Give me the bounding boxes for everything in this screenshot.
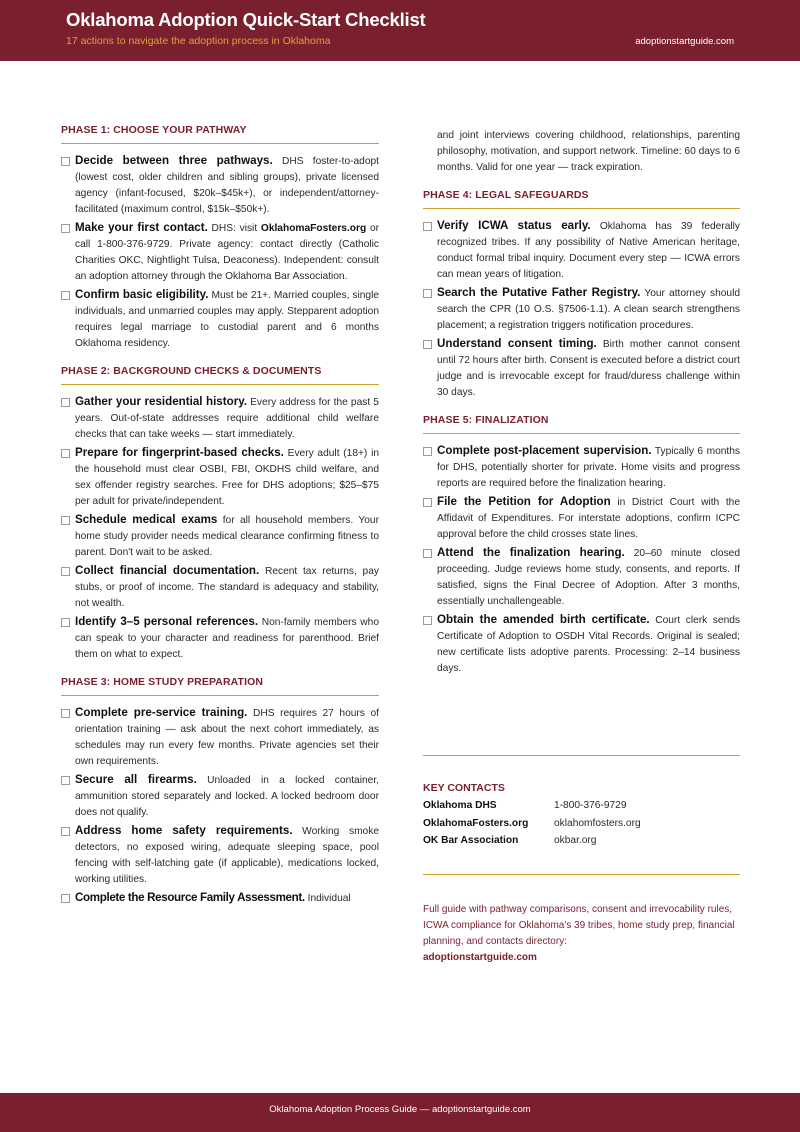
- item-text: DHS foster-to-adopt (lowest cost, older children and sibling groups), private licensed agency (infant-focused, $20k–$45k+), or independent/attorney-facilitated (maximum control, $15k–$50k+).: [75, 156, 379, 215]
- item-text: Individual: [307, 893, 351, 904]
- checklist-item: [423, 218, 740, 283]
- item-text: Oklahoma has 39 federally recognized tribes. If any possibility of Native American heritage, conduct formal tribal inquiry. Document every step — ICWA errors can mean years of litigation.: [437, 221, 740, 280]
- checklist-item: [61, 445, 379, 510]
- checkbox[interactable]: [423, 340, 432, 349]
- guide-link[interactable]: adoptionstartguide.com: [423, 952, 537, 963]
- page-subtitle: 17 actions to navigate the adoption process in Oklahoma: [66, 35, 331, 47]
- phase-2-heading: PHASE 2: BACKGROUND CHECKS & DOCUMENTS: [61, 365, 379, 385]
- checkbox[interactable]: [423, 498, 432, 507]
- header-site-link[interactable]: adoptionstartguide.com: [635, 36, 734, 47]
- contact-value[interactable]: 1-800-376-9729: [554, 800, 627, 811]
- item-text: Your attorney should search the CPR (10 O.S. §7506-1.1). A clean search strengthens placement; a registration triggers notification procedures.: [437, 288, 740, 331]
- item-lead: Schedule medical exams: [75, 513, 218, 526]
- key-contacts-heading: KEY CONTACTS: [423, 782, 505, 794]
- item-text: DHS: visit: [211, 223, 258, 234]
- item-text: Must be 21+. Married couples, single individuals, and unmarried couples may apply. Stepparent adoption requires legal marriage to custodial parent and 6 months Oklahoma residency.: [75, 290, 379, 349]
- item-text: Every adult (18+) in the household must clear OSBI, FBI, OKDHS child welfare, and sex offender registry searches. Free for DHS adoptions; $25–$75 per adult for private/independent.: [75, 448, 379, 507]
- item-lead: Complete the Resource Family Assessment.: [75, 891, 305, 904]
- checklist-item: [423, 612, 740, 677]
- contact-value[interactable]: okbar.org: [554, 835, 597, 846]
- contact-name: Oklahoma DHS: [423, 800, 497, 811]
- item-lead: Make your first contact.: [75, 221, 208, 234]
- contact-row: [423, 832, 740, 850]
- checkbox[interactable]: [423, 447, 432, 456]
- divider: [423, 755, 740, 756]
- checklist-item: [423, 285, 740, 334]
- right-column: [423, 128, 740, 679]
- item-text: for all household members. Your home study provider needs medical clearance confirming fitness to parent. Don't wait to be asked.: [75, 515, 379, 558]
- checkbox[interactable]: [61, 618, 70, 627]
- checklist-item: [423, 494, 740, 543]
- note-text: Full guide with pathway comparisons, consent and irrevocability rules, ICWA compliance for Oklahoma's 39 tribes, home study prep, financial planning, and contacts directory:: [423, 904, 735, 947]
- item-lead: File the Petition for Adoption: [437, 495, 611, 508]
- checkbox[interactable]: [61, 776, 70, 785]
- item-text: DHS requires 27 hours of orientation training — ask about the next cohort immediately, as schedules may run every few months. Private agencies set their own requirements.: [75, 708, 379, 767]
- item-lead: Complete post-placement supervision.: [437, 444, 652, 457]
- checklist-item: [61, 220, 379, 285]
- item-continuation: and joint interviews covering childhood, relationships, parenting philosophy, motivation, and support network. Timeline: 60 days to 6 months. Valid for one year — track expiration.: [437, 130, 740, 173]
- checkbox[interactable]: [61, 224, 70, 233]
- item-lead: Verify ICWA status early.: [437, 219, 591, 232]
- item-lead: Attend the finalization hearing.: [437, 546, 625, 559]
- item-text: Unloaded in a locked container, ammunition stored separately and locked. A locked bedroom door does not qualify.: [75, 775, 379, 818]
- phase-1-heading: PHASE 1: CHOOSE YOUR PATHWAY: [61, 124, 379, 144]
- page-title: Oklahoma Adoption Quick-Start Checklist: [66, 9, 426, 30]
- item-lead: Obtain the amended birth certificate.: [437, 613, 650, 626]
- item-lead: Understand consent timing.: [437, 337, 597, 350]
- checklist-item: [61, 772, 379, 821]
- page-footer: Oklahoma Adoption Process Guide — adoptionstartguide.com: [0, 1093, 800, 1132]
- item-text: Court clerk sends Certificate of Adoption to OSDH Vital Records. Original is sealed; new certificate lists adoptive parents. Processing: 2–14 business days.: [437, 615, 740, 674]
- item-text: or call 1-800-376-9729. Private agency: contact directly (Catholic Charities OKC, Nightlight Tulsa, Deaconess). Independent: consult an adoption attorney through the Oklahoma Bar Association.: [75, 223, 379, 282]
- oklahomafosters-link[interactable]: OklahomaFosters.org: [260, 223, 367, 234]
- checkbox[interactable]: [61, 894, 70, 903]
- item-lead: Decide between three pathways.: [75, 154, 273, 167]
- item-lead: Prepare for fingerprint-based checks.: [75, 446, 284, 459]
- divider: [423, 874, 740, 875]
- checkbox[interactable]: [423, 616, 432, 625]
- item-text: Non-family members who can speak to your character and readiness for parenthood. Brief them on what to expect.: [75, 617, 379, 660]
- item-text: Every address for the past 5 years. Out-of-state addresses require additional child welfare checks that can take weeks — start immediately.: [75, 397, 379, 440]
- contact-row: [423, 815, 740, 833]
- item-lead: Identify 3–5 personal references.: [75, 615, 259, 628]
- checklist-item: [61, 823, 379, 888]
- left-column: [61, 124, 379, 909]
- contact-name: OK Bar Association: [423, 835, 519, 846]
- item-text: 20–60 minute closed proceeding. Judge reviews home study, consents, and reports. If satisfied, signs the Final Decree of Adoption. After 3 months, essentially unchallengeable.: [437, 548, 740, 607]
- checkbox[interactable]: [61, 398, 70, 407]
- full-guide-note: [423, 874, 740, 966]
- contact-row: [423, 797, 740, 815]
- contact-name: OklahomaFosters.org: [423, 817, 529, 829]
- phase-4-heading: PHASE 4: LEGAL SAFEGUARDS: [423, 189, 740, 209]
- item-lead: Gather your residential history.: [75, 395, 248, 408]
- item-lead: Search the Putative Father Registry.: [437, 286, 641, 299]
- checkbox[interactable]: [61, 709, 70, 718]
- item-lead: Confirm basic eligibility.: [75, 288, 209, 301]
- checkbox[interactable]: [61, 449, 70, 458]
- checkbox[interactable]: [423, 549, 432, 558]
- phase-3-heading: PHASE 3: HOME STUDY PREPARATION: [61, 676, 379, 696]
- checkbox[interactable]: [61, 827, 70, 836]
- checklist-item: [61, 614, 379, 663]
- item-lead: Secure all firearms.: [75, 773, 197, 786]
- checkbox[interactable]: [61, 567, 70, 576]
- item-text: Recent tax returns, pay stubs, or proof of income. The standard is adequacy and stability, not wealth.: [75, 566, 379, 609]
- checklist-item: [61, 890, 379, 907]
- item-lead: Complete pre-service training.: [75, 706, 248, 719]
- checklist-item: [61, 512, 379, 561]
- checklist-item: [61, 153, 379, 218]
- checkbox[interactable]: [61, 157, 70, 166]
- checklist-item: [423, 545, 740, 610]
- key-contacts: [423, 755, 740, 850]
- checklist-item: [423, 443, 740, 492]
- item-lead: Address home safety requirements.: [75, 824, 293, 837]
- checklist-item: [423, 336, 740, 401]
- checkbox[interactable]: [423, 222, 432, 231]
- checklist-item: [61, 705, 379, 770]
- checkbox[interactable]: [61, 291, 70, 300]
- item-text: Working smoke detectors, no exposed wiring, adequate sleeping space, pool fencing with self-latching gate (if applicable), medications locked, working utilities.: [75, 826, 379, 885]
- item-text: in District Court with the Affidavit of Expenditures. For interstate adoptions, confirm ICPC approval before the child crosses state lines.: [437, 497, 740, 540]
- item-text: Birth mother cannot consent until 72 hours after birth. Consent is executed before a district court judge and is irrevocable except for fraud/duress challenge within 30 days.: [437, 339, 740, 398]
- checkbox[interactable]: [423, 289, 432, 298]
- contact-value[interactable]: oklahomfosters.org: [554, 817, 641, 829]
- item-text: Typically 6 months for DHS, potentially shorter for private. Home visits and progress reports are required before the finalization hearing.: [437, 446, 740, 489]
- phase-5-heading: PHASE 5: FINALIZATION: [423, 414, 740, 434]
- checkbox[interactable]: [61, 516, 70, 525]
- note-paragraph: [423, 902, 740, 966]
- checklist-item: [61, 287, 379, 352]
- checklist-item: [61, 563, 379, 612]
- item-lead: Collect financial documentation.: [75, 564, 260, 577]
- checklist-item: [61, 394, 379, 443]
- page-header: [0, 0, 800, 61]
